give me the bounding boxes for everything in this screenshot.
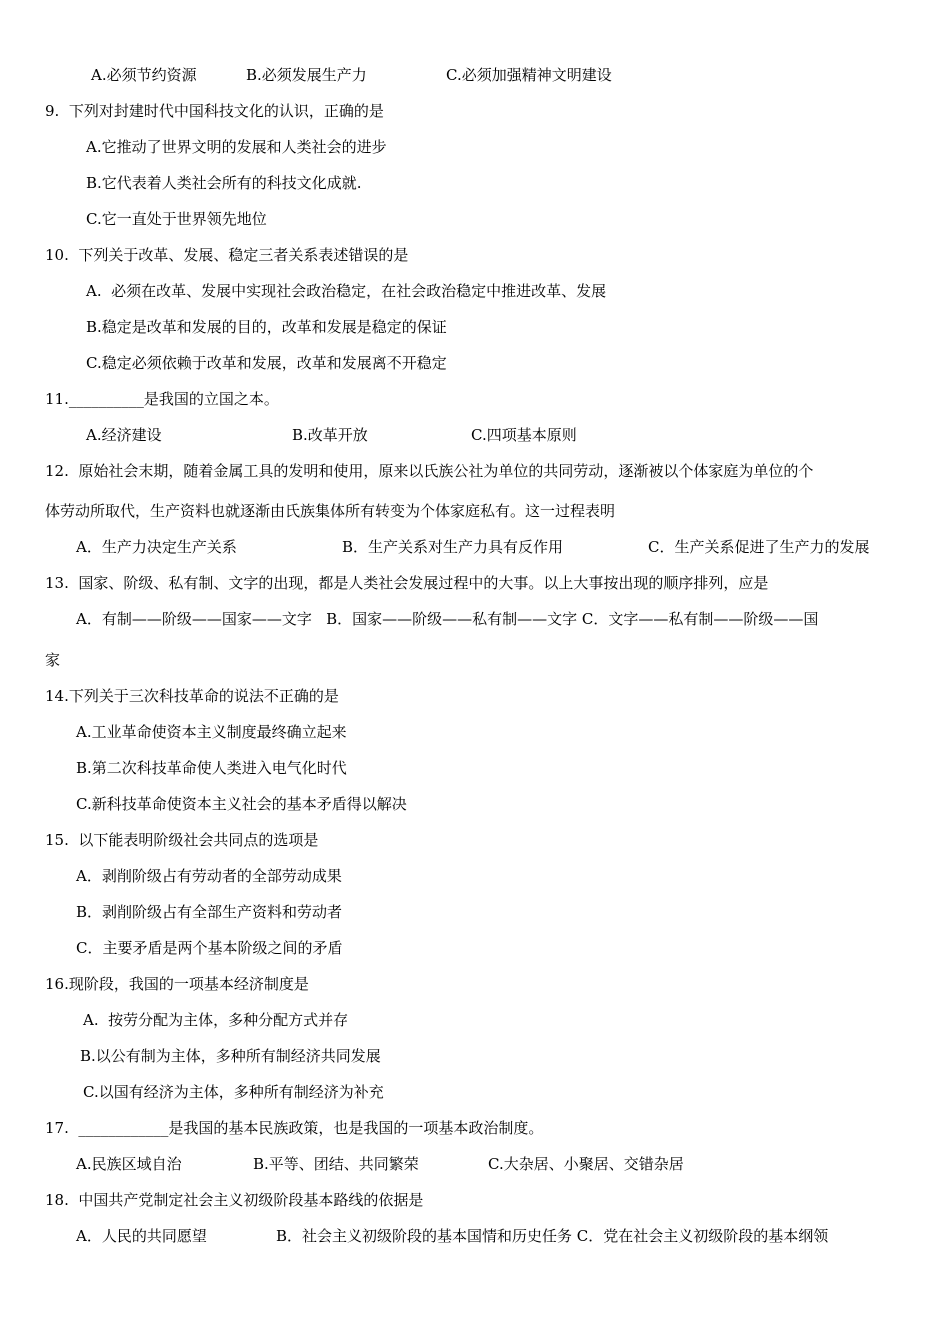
q10-option-b: B.稳定是改革和发展的目的，改革和发展是稳定的保证: [86, 318, 447, 336]
q10-stem: 10. 下列关于改革、发展、稳定三者关系表述错误的是: [45, 246, 409, 264]
q17-stem: 17. ____________是我国的基本民族政策，也是我国的一项基本政治制度。: [45, 1119, 544, 1137]
q11-option-b: B.改革开放: [292, 426, 368, 444]
q16-option-a: A. 按劳分配为主体，多种分配方式并存: [83, 1011, 349, 1029]
q16-stem: 16.现阶段，我国的一项基本经济制度是: [45, 975, 309, 993]
q14-option-a: A.工业革命使资本主义制度最终确立起来: [76, 723, 347, 741]
q8-option-a: A.必须节约资源: [91, 66, 197, 84]
q14-stem: 14.下列关于三次科技革命的说法不正确的是: [45, 687, 339, 705]
q9-option-a: A.它推动了世界文明的发展和人类社会的进步: [86, 138, 387, 156]
q13-stem: 13. 国家、阶级、私有制、文字的出现，都是人类社会发展过程中的大事。以上大事按出现的顺序排列，应是: [45, 574, 769, 592]
q11-option-a: A.经济建设: [86, 426, 162, 444]
q11-stem: 11.__________是我国的立国之本。: [45, 390, 279, 408]
q10-option-c: C.稳定必须依赖于改革和发展，改革和发展离不开稳定: [86, 354, 447, 372]
q18-options-b-c: B．社会主义初级阶段的基本国情和历史任务 C．党在社会主义初级阶段的基本纲领: [276, 1227, 829, 1245]
q8-option-c: C.必须加强精神文明建设: [446, 66, 612, 84]
q13-options-line-2: 家: [45, 651, 61, 669]
q17-option-b: B.平等、团结、共同繁荣: [253, 1155, 419, 1173]
q13-options-line-1: A．有制——阶级——国家——文字 B．国家——阶级——私有制——文字 C．文字——私有制——阶级——国: [76, 610, 819, 628]
q8-option-b: B.必须发展生产力: [246, 66, 367, 84]
q15-option-b: B．剥削阶级占有全部生产资料和劳动者: [76, 903, 343, 921]
q11-option-c: C.四项基本原则: [471, 426, 577, 444]
q12-stem-line-2: 体劳动所取代，生产资料也就逐渐由氏族集体所有转变为个体家庭私有。这一过程表明: [45, 502, 616, 520]
q17-option-c: C.大杂居、小聚居、交错杂居: [488, 1155, 684, 1173]
q17-option-a: A.民族区域自治: [76, 1155, 182, 1173]
q12-option-b: B．生产关系对生产力具有反作用: [342, 538, 564, 556]
q15-option-a: A．剥削阶级占有劳动者的全部劳动成果: [76, 867, 342, 885]
q12-option-a: A．生产力决定生产关系: [76, 538, 237, 556]
q9-stem: 9. 下列对封建时代中国科技文化的认识，正确的是: [45, 102, 384, 120]
q12-stem-line-1: 12. 原始社会末期，随着金属工具的发明和使用，原来以氏族公社为单位的共同劳动，逐渐被以个体家庭为单位的个: [45, 462, 814, 480]
q18-option-a: A．人民的共同愿望: [76, 1227, 207, 1245]
q12-option-c: C．生产关系促进了生产力的发展: [648, 538, 870, 556]
q15-stem: 15. 以下能表明阶级社会共同点的选项是: [45, 831, 319, 849]
q15-option-c: C．主要矛盾是两个基本阶级之间的矛盾: [76, 939, 343, 957]
q18-stem: 18. 中国共产党制定社会主义初级阶段基本路线的依据是: [45, 1191, 424, 1209]
q14-option-c: C.新科技革命使资本主义社会的基本矛盾得以解决: [76, 795, 407, 813]
q10-option-a: A. 必须在改革、发展中实现社会政治稳定，在社会政治稳定中推进改革、发展: [86, 282, 607, 300]
q9-option-b: B.它代表着人类社会所有的科技文化成就.: [86, 174, 362, 192]
q16-option-c: C.以国有经济为主体，多种所有制经济为补充: [83, 1083, 384, 1101]
q9-option-c: C.它一直处于世界领先地位: [86, 210, 267, 228]
q14-option-b: B.第二次科技革命使人类进入电气化时代: [76, 759, 347, 777]
q16-option-b: B.以公有制为主体，多种所有制经济共同发展: [80, 1047, 381, 1065]
